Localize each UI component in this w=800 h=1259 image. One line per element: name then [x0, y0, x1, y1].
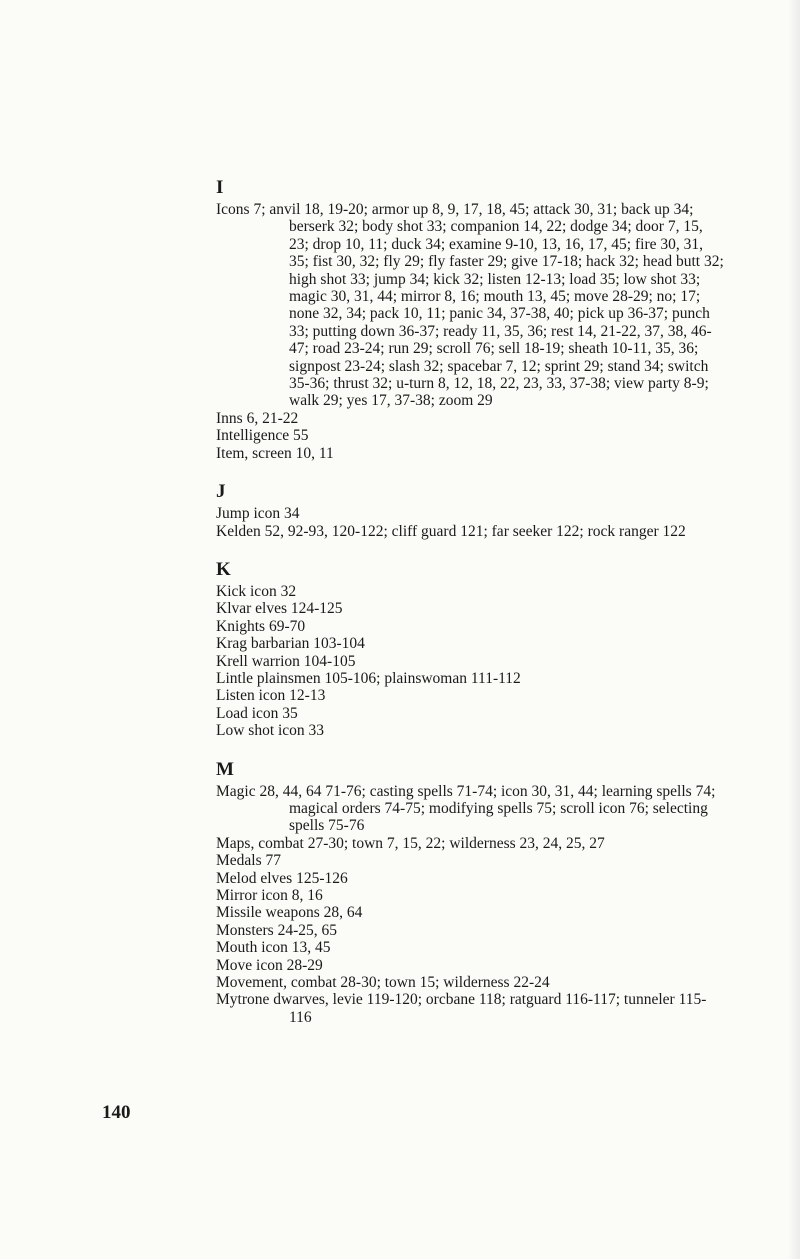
section-letter-j: J: [216, 481, 226, 503]
index-entry-icons: Icons 7; anvil 18, 19-20; armor up 8, 9, 17, 18, 45; attack 30, 31; back up 34; berserk 32; body shot 33; companion 14, 22; dodge 34; door 7, 15, 23; drop 10, 11; duck 34; examine 9-10, 13, 16, 17, 45; fire 30, 31, 35; fist 30, 32; fly 29; fly faster 29; give 17-18; hack 32; head butt 32; high shot 33; jump 34; kick 32; listen 12-13; load 35; low shot 33; magic 30, 31, 44; mirror 8, 16; mouth 13, 45; move 28-29; no; 17; none 32, 34; pack 10, 11; panic 34, 37-38, 40; pick up 36-37; punch 33; putting down 36-37; ready 11, 35, 36; rest 14, 21-22, 37, 38, 46-47; road 23-24; run 29; scroll 76; sell 18-19; sheath 10-11, 35, 36; signpost 23-24; slash 32; spacebar 7, 12; sprint 29; stand 34; switch 35-36; thrust 32; u-turn 8, 12, 18, 22, 23, 33, 37-38; view party 8-9; walk 29; yes 17, 37-38; zoom 29: [216, 201, 724, 410]
index-entry-monsters: Monsters 24-25, 65: [216, 921, 337, 939]
index-entry-missile-weapons: Missile weapons 28, 64: [216, 904, 363, 922]
index-entry-kick-icon: Kick icon 32: [216, 582, 297, 600]
section-letter-i: I: [216, 177, 224, 198]
index-entry-mytrone-dwarves: Mytrone dwarves, levie 119-120; orcbane 118; ratguard 116-117; tunneler 115-116: [216, 991, 707, 1026]
index-section-j: [216, 480, 726, 540]
index-entry-intelligence: Intelligence 55: [216, 427, 309, 445]
index-entry-jump-icon: Jump icon 34: [216, 505, 300, 523]
index-section-m: [216, 758, 726, 1027]
index-entry-item-screen: Item, screen 10, 11: [216, 444, 334, 462]
index-entry-load-icon: Load icon 35: [216, 704, 298, 722]
index-entry-listen-icon: Listen icon 12-13: [216, 687, 326, 705]
index-entry-kelden: Kelden 52, 92-93, 120-122; cliff guard 121; far seeker 122; rock ranger 122: [216, 522, 686, 540]
index-section-k: [216, 558, 726, 740]
index-entry-inns: Inns 6, 21-22: [216, 409, 299, 427]
index-entry-medals: Medals 77: [216, 852, 282, 870]
index-entry-magic: Magic 28, 44, 64 71-76; casting spells 71-74; icon 30, 31, 44; learning spells 74; magical orders 74-75; modifying spells 75; scroll icon 76; selecting spells 75-76: [216, 782, 716, 835]
index-entry-melod-elves: Melod elves 125-126: [216, 869, 348, 887]
index-entry-krell-warrion: Krell warrion 104-105: [216, 652, 356, 670]
index-body: [216, 176, 726, 1026]
index-entry-move-icon: Move icon 28-29: [216, 956, 323, 974]
index-entry-maps: Maps, combat 27-30; town 7, 15, 22; wilderness 23, 24, 25, 27: [216, 834, 605, 852]
index-entry-knights: Knights 69-70: [216, 617, 306, 635]
section-letter-m: M: [216, 758, 234, 780]
index-entry-mouth-icon: Mouth icon 13, 45: [216, 939, 331, 957]
index-section-i: [216, 176, 726, 462]
section-letter-k: K: [216, 558, 231, 580]
index-entry-mirror-icon: Mirror icon 8, 16: [216, 887, 323, 904]
index-entry-movement: Movement, combat 28-30; town 15; wilderness 22-24: [216, 974, 550, 992]
index-entry-low-shot-icon: Low shot icon 33: [216, 722, 325, 740]
index-entry-lintle-plainsmen: Lintle plainsmen 105-106; plainswoman 111-112: [216, 669, 521, 687]
page-number: 140: [102, 1102, 131, 1123]
page-edge-shadow: [788, 0, 800, 1259]
index-entry-krag-barbarian: Krag barbarian 103-104: [216, 635, 365, 653]
index-entry-klvar-elves: Klvar elves 124-125: [216, 600, 343, 618]
